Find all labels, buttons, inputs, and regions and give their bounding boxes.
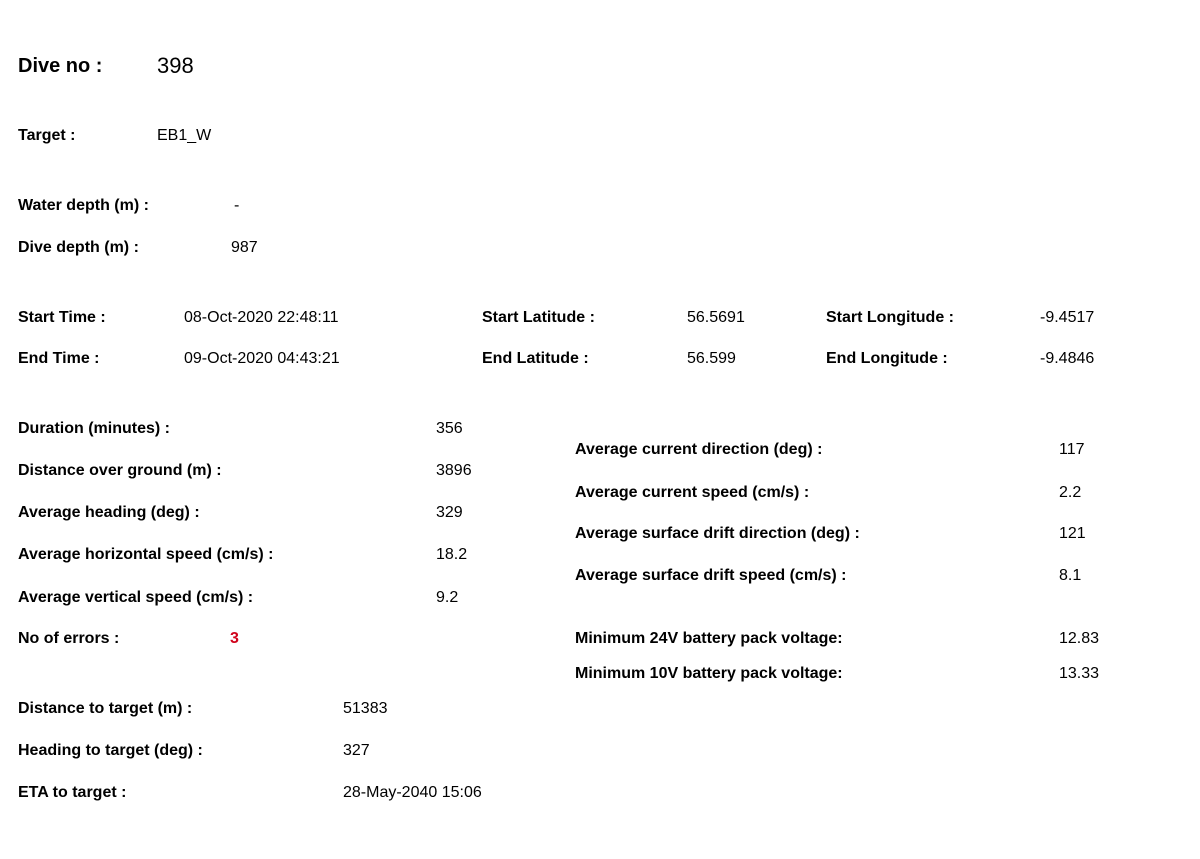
start-latitude-value: 56.5691 — [687, 309, 745, 326]
end-longitude-label: End Longitude : — [826, 350, 948, 367]
dive-no-label: Dive no : — [18, 55, 103, 77]
stat-value: 329 — [436, 504, 463, 521]
start-time-label: Start Time : — [18, 309, 106, 326]
target-info-value: 28-May-2040 15:06 — [343, 784, 482, 801]
stat-value: 117 — [1059, 441, 1085, 458]
stat-value: 18.2 — [436, 546, 468, 563]
target-info-value: 327 — [343, 742, 370, 759]
stat-value: 121 — [1059, 525, 1086, 542]
dive-depth-label: Dive depth (m) : — [18, 239, 139, 256]
start-longitude-value: -9.4517 — [1040, 309, 1095, 326]
stat-label: Average heading (deg) : — [18, 504, 200, 521]
end-longitude-value: -9.4846 — [1040, 350, 1095, 367]
stat-value: 9.2 — [436, 589, 459, 606]
end-time-value: 09-Oct-2020 04:43:21 — [184, 350, 340, 367]
target-label: Target : — [18, 127, 76, 144]
stat-value: 8.1 — [1059, 567, 1082, 584]
start-time-value: 08-Oct-2020 22:48:11 — [184, 309, 339, 326]
stat-label: Average surface drift speed (cm/s) : — [575, 567, 847, 584]
errors-value: 3 — [230, 630, 239, 647]
stat-value: 2.2 — [1059, 484, 1082, 501]
stat-label: Distance over ground (m) : — [18, 462, 222, 479]
stat-value: 356 — [436, 420, 463, 437]
start-latitude-label: Start Latitude : — [482, 309, 595, 326]
end-latitude-value: 56.599 — [687, 350, 736, 367]
target-value: EB1_W — [157, 127, 212, 144]
end-time-label: End Time : — [18, 350, 100, 367]
start-longitude-label: Start Longitude : — [826, 309, 954, 326]
stat-label: Average vertical speed (cm/s) : — [18, 589, 254, 606]
battery-label: Minimum 10V battery pack voltage: — [575, 665, 843, 682]
target-info-label: Distance to target (m) : — [18, 700, 193, 717]
water-depth-label: Water depth (m) : — [18, 197, 149, 214]
stat-label: Average current direction (deg) : — [575, 441, 823, 458]
battery-value: 12.83 — [1059, 630, 1100, 647]
dive-depth-value: 987 — [231, 239, 258, 256]
battery-label: Minimum 24V battery pack voltage: — [575, 630, 843, 647]
stat-label: Average current speed (cm/s) : — [575, 484, 810, 501]
target-info-value: 51383 — [343, 700, 388, 717]
water-depth-value: - — [234, 197, 240, 214]
stat-value: 3896 — [436, 462, 472, 479]
end-latitude-label: End Latitude : — [482, 350, 589, 367]
stat-label: Duration (minutes) : — [18, 420, 170, 437]
battery-value: 13.33 — [1059, 665, 1100, 682]
dive-no-value: 398 — [157, 53, 194, 78]
stat-label: Average surface drift direction (deg) : — [575, 525, 860, 542]
stat-label: Average horizontal speed (cm/s) : — [18, 546, 274, 563]
target-info-label: ETA to target : — [18, 784, 127, 801]
target-info-label: Heading to target (deg) : — [18, 742, 203, 759]
errors-label: No of errors : — [18, 630, 120, 647]
